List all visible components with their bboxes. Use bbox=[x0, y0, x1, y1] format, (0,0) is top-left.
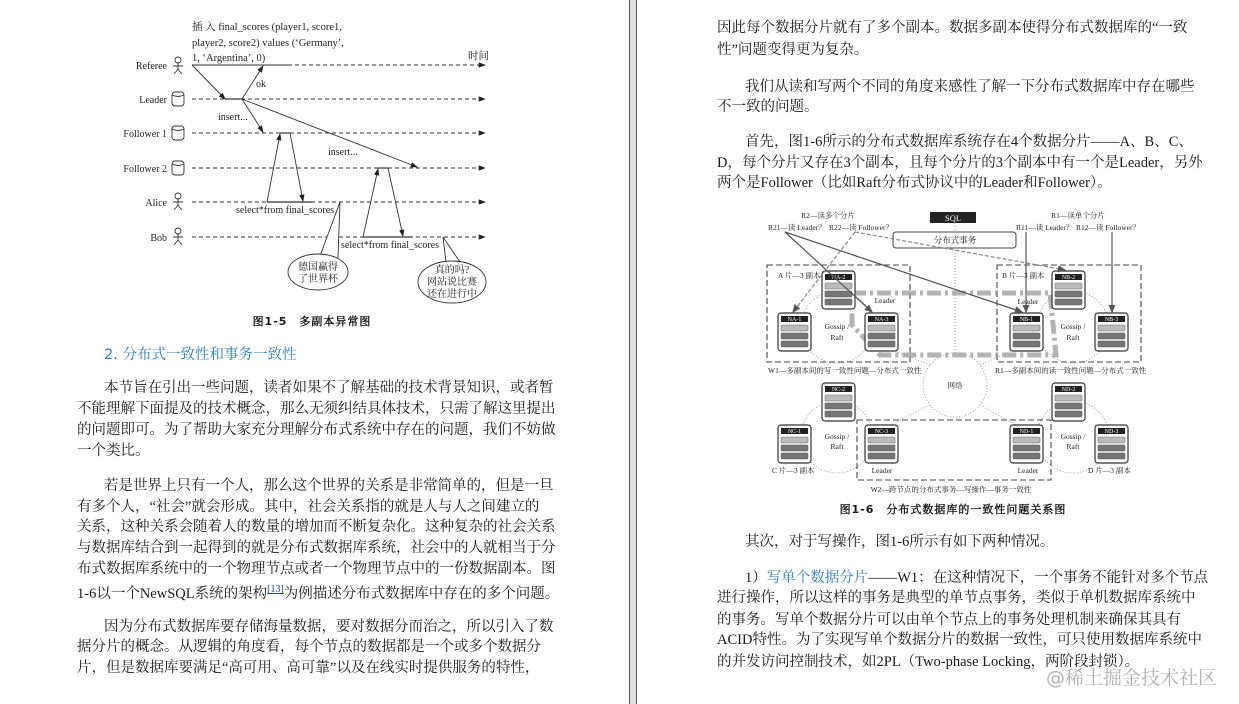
r1-desc-label: R1—多副本间的读一致性问题—分布式一致性 bbox=[995, 366, 1147, 375]
insert-statement-line: 插 入 final_scores (player1, score1, bbox=[192, 22, 342, 33]
actor-referee-label: Referee bbox=[135, 61, 167, 72]
paragraph-text: 为例描述分布式数据库中存在的多个问题。 bbox=[283, 585, 560, 602]
bubble-alice-text: 了世界杯 bbox=[298, 274, 338, 285]
paragraph-line: 与数据库结合到一起得到的就是分布式数据库系统，社会中的人就相当于分 bbox=[77, 540, 556, 556]
figure-1-6-caption: 图1-6 分布式数据库的一致性问题关系图 bbox=[839, 503, 1067, 516]
bubble-alice-text: 德国赢得 bbox=[298, 262, 338, 273]
paragraph-line: 若是世界上只有一个人，那么这个世界的关系是非常简单的，但是一旦 bbox=[104, 478, 554, 494]
watermark: @稀土掘金技术社区 bbox=[1046, 667, 1218, 689]
paragraph-text: 1-6以一个NewSQL系统的架构 bbox=[77, 585, 268, 602]
raft-label: Raft bbox=[830, 442, 844, 451]
write-single-shard-link[interactable]: 写单个数据分片 bbox=[766, 570, 869, 586]
paragraph-text: ——W1：在这种情况下，一个事务不能针对多个节点 bbox=[868, 570, 1209, 586]
paragraph-line: 的问题即可。为了帮助大家充分理解分布式系统中存在的问题，我们不妨做 bbox=[77, 422, 556, 438]
actor-bob-label: Bob bbox=[150, 233, 167, 244]
figure-1-5-caption: 图1-5 多副本异常图 bbox=[252, 315, 372, 328]
r12-label: R12—读 Follower？ bbox=[1076, 223, 1140, 232]
shard-a-label: A 片—3 副本 bbox=[778, 271, 821, 280]
node-label: NA-2 bbox=[831, 275, 846, 281]
node-label: NC-3 bbox=[874, 429, 889, 435]
actor-follower2-label: Follower 2 bbox=[123, 164, 167, 175]
paragraph-line: 的事务。写单个数据分片可以由单个节点上的事务处理机制来确保其具有 bbox=[717, 612, 1181, 628]
raft-label: Raft bbox=[830, 333, 844, 342]
paragraph-line: 关系，这种关系会随着人的数量的增加而不断复杂化。这种复杂的社会关系 bbox=[77, 519, 556, 535]
paragraph-line: 的并发访问控制技术，如2PL（Two-phase Locking，两阶段封锁）。 bbox=[717, 654, 1140, 670]
paragraph-line: 不能理解下面提及的技术概念，那么无须纠结具体技术，只需了解这里提出 bbox=[77, 401, 556, 417]
paragraph-line: 首先，图1-6所示的分布式数据库系统存在4个数据分片——A、B、C、 bbox=[745, 134, 1193, 150]
paragraph-line: 性”问题变得更为复杂。 bbox=[717, 42, 869, 58]
node-label: NA-1 bbox=[787, 317, 802, 323]
shard-b-label: B 片—3 副本 bbox=[1002, 271, 1045, 280]
gossip-label: Gossip / bbox=[1060, 322, 1086, 331]
paragraph-line: 有多个人，“社会”就会形成。其中，社会关系指的就是人与人之间建立的 bbox=[77, 499, 540, 515]
paragraph-line: 布式数据库系统中的一个物理节点或者一个物理节点中的一份数据副本。图 bbox=[77, 561, 556, 577]
paragraph-line: 片，但是数据库要满足“高可用、高可靠”以及在线实时提供服务的特性， bbox=[77, 660, 540, 676]
r22-label: R22—读 Follower？ bbox=[829, 223, 893, 232]
database-icon bbox=[172, 92, 184, 175]
raft-label: Raft bbox=[1066, 442, 1080, 451]
node-label: ND-1 bbox=[1019, 429, 1034, 435]
gossip-label: Gossip / bbox=[824, 322, 850, 331]
leader-label: Leader bbox=[871, 466, 893, 475]
network-label: 网络 bbox=[947, 381, 963, 390]
raft-label: Raft bbox=[1066, 333, 1080, 342]
person-icon bbox=[173, 193, 183, 245]
paragraph-line: 据分片的概念。从逻辑的角度看，每个节点的数据都是一个或多个数据分 bbox=[77, 639, 541, 655]
node-label: NB-3 bbox=[1104, 317, 1119, 323]
node-label: NC-1 bbox=[787, 429, 802, 435]
insert-label: insert... bbox=[328, 147, 358, 158]
sql-label: SQL bbox=[944, 213, 962, 223]
actor-alice-label: Alice bbox=[145, 198, 167, 209]
list-number: 1） bbox=[745, 570, 767, 586]
bubble-bob-text: 还在进行中 bbox=[427, 289, 477, 300]
right-page bbox=[637, 0, 1239, 704]
insert-statement-line: 1, ‘Argentina’, 0) bbox=[192, 53, 266, 64]
paragraph-line bbox=[77, 580, 560, 602]
node-label: ND-2 bbox=[1061, 387, 1076, 393]
paragraph-line: 进行操作，所以这样的事务是典型的单节点事务，类似于单机数据库系统中 bbox=[717, 590, 1196, 606]
paragraph-line: 因为分布式数据库要存储海量数据，要对数据分而治之，所以引入了数 bbox=[104, 619, 554, 635]
node-label: NA-3 bbox=[874, 317, 889, 323]
node-label: NC-2 bbox=[831, 387, 846, 393]
shard-c-label: C 片—3 副本 bbox=[772, 466, 815, 475]
paragraph-line: 本节旨在引出一些问题，读者如果不了解基础的技术背景知识，或者暂 bbox=[104, 380, 554, 396]
bubble-bob-text: 网站说比赛 bbox=[427, 277, 477, 288]
distributed-transaction-label: 分布式事务 bbox=[933, 235, 977, 245]
time-label: 时间 bbox=[468, 51, 489, 62]
paragraph-line: 其次，对于写操作，图1-6所示有如下两种情况。 bbox=[745, 534, 1055, 550]
insert-label: insert... bbox=[218, 112, 248, 123]
paragraph-line: 因此每个数据分片就有了多个副本。数据多副本使得分布式数据库的“一致 bbox=[717, 20, 1188, 36]
paragraph-line: 两个是Follower（比如Raft分布式协议中的Leader和Follower）。 bbox=[717, 175, 1112, 191]
person-icon bbox=[173, 57, 183, 74]
gossip-label: Gossip / bbox=[1060, 432, 1086, 441]
actor-follower1-label: Follower 1 bbox=[123, 129, 167, 140]
select-bob-label: select*from final_scores bbox=[341, 240, 440, 251]
paragraph-line bbox=[745, 568, 1209, 588]
reference-link[interactable]: [13] bbox=[267, 584, 284, 595]
select-alice-label: select*from final_scores bbox=[236, 205, 335, 216]
node-label: NB-2 bbox=[1061, 275, 1076, 281]
r11-label: R11—读 Leader？ bbox=[1016, 223, 1074, 232]
gossip-label: Gossip / bbox=[824, 432, 850, 441]
bubble-bob-text: 真的吗? bbox=[434, 265, 470, 276]
paragraph-line: 一个类比。 bbox=[77, 443, 150, 459]
page-divider bbox=[629, 0, 637, 704]
actor-leader-label: Leader bbox=[139, 95, 167, 106]
paragraph-line: 我们从读和写两个不同的角度来感性了解一下分布式数据库中存在哪些 bbox=[745, 79, 1195, 95]
leader-label: Leader bbox=[1017, 297, 1039, 306]
paragraph-line: ACID特性。为了实现写单个数据分片的数据一致性，可只使用数据库系统中 bbox=[717, 632, 1202, 648]
figure-1-6-diagram bbox=[760, 205, 1160, 500]
w2-label: W2—跨节点的分布式事务—写操作—事务一致性 bbox=[870, 485, 1032, 494]
shard-d-label: D 片—3 副本 bbox=[1088, 466, 1131, 475]
node-label: ND-3 bbox=[1104, 429, 1119, 435]
figure-1-5-sequence-diagram bbox=[123, 10, 500, 310]
paragraph-line: D，每个分片又存在3个副本，且每个分片的3个副本中有一个是Leader，另外 bbox=[717, 155, 1203, 171]
insert-statement-line: player2, score2) values (‘Germany’, bbox=[192, 38, 344, 49]
r1-label: R1—读单个分片 bbox=[1051, 211, 1105, 220]
r2-label: R2—读多个分片 bbox=[801, 211, 855, 220]
leader-label: Leader bbox=[1017, 466, 1039, 475]
leader-label: Leader bbox=[874, 296, 896, 305]
ok-label: ok bbox=[256, 79, 266, 90]
section-heading: 2. 分布式一致性和事务一致性 bbox=[104, 347, 297, 363]
paragraph-line: 不一致的问题。 bbox=[717, 99, 819, 115]
w1-label: W1—多副本间的写一致性问题—分布式一致性 bbox=[768, 366, 922, 375]
r21-label: R21—读 Leader？ bbox=[768, 223, 826, 232]
node-label: NB-1 bbox=[1019, 317, 1034, 323]
